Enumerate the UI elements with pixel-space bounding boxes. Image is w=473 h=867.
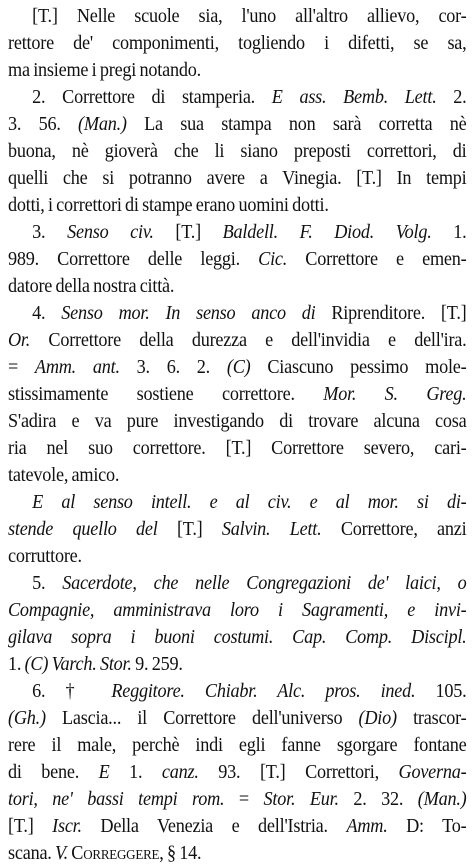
italic-segment: Iscr. xyxy=(52,816,82,837)
text-line xyxy=(8,624,466,651)
text-line xyxy=(8,813,466,840)
text-segment: 5. xyxy=(32,573,63,594)
text-line xyxy=(8,111,466,138)
text-segment: [T.] xyxy=(153,222,223,243)
text-segment: 3. 56. xyxy=(8,114,79,135)
italic-segment: canz. xyxy=(161,762,199,783)
italic-segment: Baldell. F. Diod. Volg. xyxy=(222,222,432,243)
text-line xyxy=(8,381,466,408)
italic-segment: Senso civ. xyxy=(67,222,154,243)
italic-segment: Amm. ant. xyxy=(34,357,120,378)
text-segment: Correttore e emen- xyxy=(287,249,467,270)
italic-segment: (C) Varch. Stor. xyxy=(24,654,132,675)
text-segment: 105. xyxy=(415,681,467,702)
text-segment: 1. xyxy=(8,654,25,675)
text-line xyxy=(8,597,466,624)
text-line xyxy=(8,354,466,381)
text-line xyxy=(8,84,466,111)
text-segment: 6. † xyxy=(32,681,112,702)
text-line xyxy=(8,327,466,354)
text-segment: 3. 6. 2. xyxy=(119,357,227,378)
text-segment: 3. xyxy=(32,222,68,243)
text-segment: tatevole, amico. xyxy=(8,465,120,486)
italic-segment: (Man.) xyxy=(417,789,467,810)
text-segment: 2. Correttore di stamperia. xyxy=(32,87,272,108)
text-segment: Lascia... il Correttore dell'universo xyxy=(45,708,359,729)
text-segment: Ciascuno pessimo mole- xyxy=(250,357,467,378)
text-segment: 1. xyxy=(431,222,467,243)
text-segment: = xyxy=(224,789,264,810)
text-line xyxy=(8,273,466,300)
smallcaps-segment: Correggere xyxy=(71,843,160,864)
italic-segment: Stor. Eur. xyxy=(263,789,339,810)
text-segment: ma insieme i pregi notando. xyxy=(8,60,201,81)
italic-segment: gilava sopra i buoni costumi. Cap. Comp. Discipl. xyxy=(8,627,467,648)
italic-segment: Compagnie, amministrava loro i Sagramenti, e invi- xyxy=(8,600,467,621)
italic-segment: Or. xyxy=(8,330,31,351)
text-segment: ria nel suo correttore. [T.] Correttore severo, cari- xyxy=(8,438,467,459)
text-segment: La sua stampa non sarà corretta nè xyxy=(126,114,467,135)
italic-segment: (Dio) xyxy=(358,708,397,729)
text-segment: corruttore. xyxy=(8,546,82,567)
text-segment: S'adira e va pure investigando di trovare alcuna cosa xyxy=(8,411,467,432)
italic-segment: Cic. xyxy=(258,249,288,270)
text-segment: 4. xyxy=(32,303,62,324)
text-line xyxy=(8,489,466,516)
text-segment: 2. 32. xyxy=(338,789,418,810)
italic-segment: E al senso intell. e al civ. e al mor. si di- xyxy=(32,492,467,513)
text-segment: 93. [T.] Correttori, xyxy=(198,762,399,783)
italic-segment: Reggitore. Chiabr. Alc. pros. ined. xyxy=(111,681,416,702)
italic-segment: tori, ne' bassi tempi rom. xyxy=(8,789,225,810)
italic-segment: (Gh.) xyxy=(8,708,46,729)
italic-segment: E ass. Bemb. Lett. xyxy=(271,87,437,108)
text-line xyxy=(8,516,466,543)
text-segment: di bene. xyxy=(8,762,99,783)
text-line xyxy=(8,570,466,597)
text-line xyxy=(8,759,466,786)
text-line xyxy=(8,462,466,489)
italic-segment: Amm. xyxy=(346,816,388,837)
text-segment: datore della nostra città. xyxy=(8,276,175,297)
text-line xyxy=(8,651,466,678)
italic-segment: Mor. S. Greg. xyxy=(323,384,467,405)
text-segment: trascor- xyxy=(396,708,467,729)
text-line xyxy=(8,57,466,84)
italic-segment: Sacerdote, che nelle Congregazioni de' laici, o xyxy=(62,573,467,594)
text-line xyxy=(8,192,466,219)
text-line xyxy=(8,165,466,192)
text-line xyxy=(8,732,466,759)
text-segment: D: To- xyxy=(387,816,467,837)
text-line xyxy=(8,786,466,813)
italic-segment: Salvin. Lett. xyxy=(221,519,322,540)
text-segment: 989. Correttore delle leggi. xyxy=(8,249,259,270)
text-segment: Della Venezia e dell'Istria. xyxy=(81,816,347,837)
text-segment: buona, nè gioverà che li siano preposti correttori, di xyxy=(8,141,467,162)
text-segment: Correttore della durezza e dell'invidia e dell'ira. xyxy=(30,330,467,351)
italic-segment: (Man.) xyxy=(78,114,127,135)
text-line xyxy=(8,138,466,165)
text-line xyxy=(8,840,466,867)
text-line xyxy=(8,408,466,435)
text-line xyxy=(8,435,466,462)
text-line xyxy=(8,3,466,30)
text-segment: 9. 259. xyxy=(131,654,183,675)
text-segment: [T.] xyxy=(8,816,53,837)
text-line xyxy=(8,30,466,57)
text-segment: 2. xyxy=(436,87,467,108)
text-line xyxy=(8,246,466,273)
text-segment: Correttore, anzi xyxy=(321,519,467,540)
italic-segment: (C) xyxy=(226,357,251,378)
text-segment: [T.] xyxy=(157,519,222,540)
text-segment: quelli che si potranno avere a Vinegia. [T.] In tempi xyxy=(8,168,467,189)
text-segment: [T.] Nelle scuole sia, l'uno all'altro allievo, cor- xyxy=(32,6,467,27)
text-segment: Riprenditore. [T.] xyxy=(315,303,467,324)
text-segment: 1. xyxy=(109,762,162,783)
text-line xyxy=(8,543,466,570)
italic-segment: Senso mor. In senso anco di xyxy=(61,303,316,324)
text-segment: rere il male, perchè indi egli fanne sgorgare fontane xyxy=(8,735,467,756)
italic-segment: Governa- xyxy=(398,762,467,783)
text-line xyxy=(8,678,466,705)
italic-segment: E xyxy=(98,762,110,783)
text-line xyxy=(8,300,466,327)
text-segment: = xyxy=(8,357,35,378)
text-segment: scana. xyxy=(8,843,56,864)
italic-segment: V. xyxy=(55,843,68,864)
text-segment: stissimamente sostiene correttore. xyxy=(8,384,324,405)
text-line xyxy=(8,219,466,246)
text-segment: dotti, i correttori di stampe erano uomini dotti. xyxy=(8,195,329,216)
text-segment: rettore de' componimenti, togliendo i difetti, se sa, xyxy=(8,33,467,54)
text-line xyxy=(8,705,466,732)
italic-segment: stende quello del xyxy=(8,519,158,540)
text-segment: , § 14. xyxy=(159,843,202,864)
